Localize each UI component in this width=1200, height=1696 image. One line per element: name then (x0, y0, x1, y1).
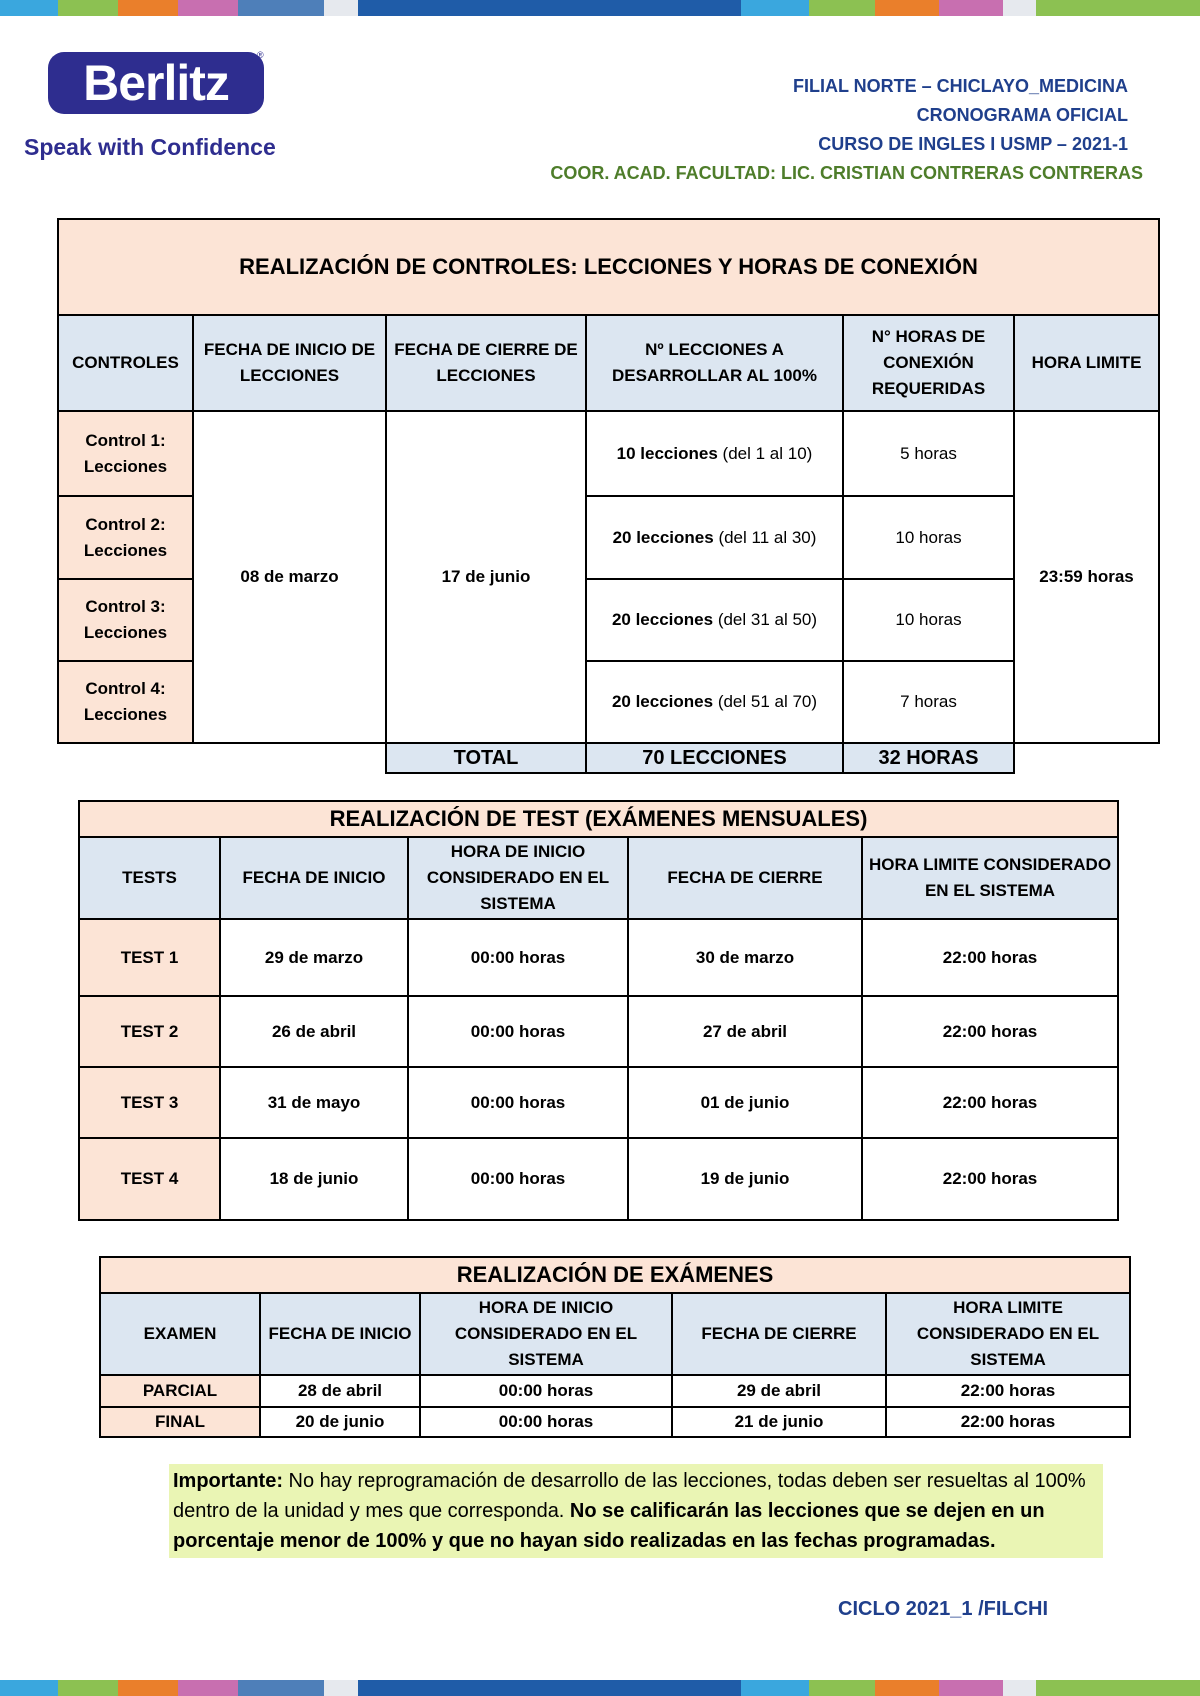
col-header-lessons: Nº LECCIONES A DESARROLLAR AL 100% (586, 315, 843, 411)
lessons-end-date: 17 de junio (386, 411, 586, 743)
lessons-count (586, 496, 843, 579)
col-header-exam: EXAMEN (100, 1293, 260, 1375)
test-end-time: 22:00 horas (862, 996, 1118, 1067)
col-header-controls: CONTROLES (58, 315, 193, 411)
test-end-time: 22:00 horas (862, 1138, 1118, 1220)
test-name: TEST 3 (79, 1067, 220, 1138)
controls-time-limit: 23:59 horas (1014, 411, 1159, 743)
required-hours: 10 horas (843, 579, 1014, 661)
col-header-start-date: FECHA DE INICIO (260, 1293, 420, 1375)
total-lessons: 70 LECCIONES (586, 743, 843, 773)
control-name: Control 4: Lecciones (58, 661, 193, 743)
tests-table (78, 800, 1119, 1221)
registered-mark: ® (257, 50, 264, 60)
col-header-start-time: HORA DE INICIO CONSIDERADO EN EL SISTEMA (420, 1293, 672, 1375)
note-text: No hay reprogramación de desarrollo de las lecciones, todas deben ser resueltas al 100% dentro de la unidad y mes que corresponda. (173, 1470, 1086, 1522)
logo-tagline: Speak with Confidence (24, 134, 276, 160)
controls-table-title: REALIZACIÓN DE CONTROLES: LECCIONES Y HORAS DE CONEXIÓN (58, 219, 1159, 315)
important-note (169, 1464, 1103, 1558)
test-start-date: 29 de marzo (220, 919, 408, 996)
totals-spacer (58, 743, 386, 773)
test-name: TEST 4 (79, 1138, 220, 1220)
col-header-time-limit: HORA LIMITE (1014, 315, 1159, 411)
exams-table-title: REALIZACIÓN DE EXÁMENES (100, 1257, 1130, 1293)
test-start-date: 26 de abril (220, 996, 408, 1067)
header-course: CURSO DE INGLES I USMP – 2021-1 (818, 134, 1128, 154)
table-row (79, 919, 1118, 996)
table-row (79, 1138, 1118, 1220)
col-header-tests: TESTS (79, 837, 220, 919)
lessons-range: (del 51 al 70) (717, 692, 818, 711)
exam-end-time: 22:00 horas (886, 1407, 1130, 1437)
test-start-time: 00:00 horas (408, 1138, 628, 1220)
lessons-count-bold: 10 lecciones (616, 443, 718, 463)
col-header-start-date: FECHA DE INICIO DE LECCIONES (193, 315, 386, 411)
total-label: TOTAL (386, 743, 586, 773)
col-header-start-time: HORA DE INICIO CONSIDERADO EN EL SISTEMA (408, 837, 628, 919)
exam-start-date: 28 de abril (260, 1375, 420, 1407)
note-text-bold: No se calificarán las lecciones que se dejen en un porcentaje menor de 100% y que no hayan sido realizadas en las fechas programadas. (173, 1500, 1045, 1552)
lessons-count (586, 579, 843, 661)
lessons-range: (del 11 al 30) (718, 527, 817, 547)
tests-table-title: REALIZACIÓN DE TEST (EXÁMENES MENSUALES) (79, 801, 1118, 837)
col-header-hours: N° HORAS DE CONEXIÓN REQUERIDAS (843, 315, 1014, 411)
exam-start-date: 20 de junio (260, 1407, 420, 1437)
lessons-range: (del 31 al 50) (717, 610, 818, 629)
test-start-date: 18 de junio (220, 1138, 408, 1220)
col-header-start-date: FECHA DE INICIO (220, 837, 408, 919)
test-start-time: 00:00 horas (408, 1067, 628, 1138)
test-end-date: 19 de junio (628, 1138, 862, 1220)
test-start-time: 00:00 horas (408, 919, 628, 996)
table-row (79, 1067, 1118, 1138)
exam-end-date: 21 de junio (672, 1407, 886, 1437)
col-header-end-date: FECHA DE CIERRE (672, 1293, 886, 1375)
document-header (550, 72, 1143, 188)
totals-row (58, 743, 1159, 773)
exams-table (99, 1256, 1131, 1438)
exam-start-time: 00:00 horas (420, 1407, 672, 1437)
lessons-count (586, 411, 843, 496)
top-color-stripe (0, 0, 1200, 16)
required-hours: 10 horas (843, 496, 1014, 579)
lessons-count (586, 661, 843, 743)
lessons-start-date: 08 de marzo (193, 411, 386, 743)
table-row (58, 411, 1159, 496)
test-start-time: 00:00 horas (408, 996, 628, 1067)
test-end-date: 30 de marzo (628, 919, 862, 996)
col-header-end-time: HORA LIMITE CONSIDERADO EN EL SISTEMA (886, 1293, 1130, 1375)
col-header-end-time: HORA LIMITE CONSIDERADO EN EL SISTEMA (862, 837, 1118, 919)
total-hours: 32 HORAS (843, 743, 1014, 773)
required-hours: 5 horas (843, 411, 1014, 496)
lessons-range: (del 1 al 10) (722, 443, 813, 463)
test-name: TEST 1 (79, 919, 220, 996)
test-start-date: 31 de mayo (220, 1067, 408, 1138)
required-hours: 7 horas (843, 661, 1014, 743)
table-row (79, 996, 1118, 1067)
control-name: Control 2: Lecciones (58, 496, 193, 579)
col-header-end-date: FECHA DE CIERRE DE LECCIONES (386, 315, 586, 411)
exam-end-time: 22:00 horas (886, 1375, 1130, 1407)
lessons-count-bold: 20 lecciones (611, 610, 714, 629)
totals-spacer-right (1014, 743, 1159, 773)
control-name: Control 1: Lecciones (58, 411, 193, 496)
test-name: TEST 2 (79, 996, 220, 1067)
test-end-date: 01 de junio (628, 1067, 862, 1138)
exam-end-date: 29 de abril (672, 1375, 886, 1407)
berlitz-logo: Berlitz (48, 52, 264, 114)
test-end-time: 22:00 horas (862, 919, 1118, 996)
header-schedule: CRONOGRAMA OFICIAL (916, 105, 1128, 125)
header-campus: FILIAL NORTE – CHICLAYO_MEDICINA (792, 76, 1128, 96)
lessons-count-bold: 20 lecciones (612, 527, 714, 547)
exam-name: PARCIAL (100, 1375, 260, 1407)
controls-table (57, 218, 1160, 774)
table-row (100, 1375, 1130, 1407)
lessons-count-bold: 20 lecciones (611, 692, 714, 711)
exam-start-time: 00:00 horas (420, 1375, 672, 1407)
col-header-end-date: FECHA DE CIERRE (628, 837, 862, 919)
table-row (100, 1407, 1130, 1437)
control-name: Control 3: Lecciones (58, 579, 193, 661)
test-end-time: 22:00 horas (862, 1067, 1118, 1138)
exam-name: FINAL (100, 1407, 260, 1437)
note-label: Importante: (173, 1470, 283, 1492)
bottom-color-stripe (0, 1680, 1200, 1696)
header-coordinator: COOR. ACAD. FACULTAD: LIC. CRISTIAN CONTRERAS CONTRERAS (550, 163, 1143, 183)
test-end-date: 27 de abril (628, 996, 862, 1067)
cycle-footer: CICLO 2021_1 /FILCHI (838, 1598, 1049, 1620)
